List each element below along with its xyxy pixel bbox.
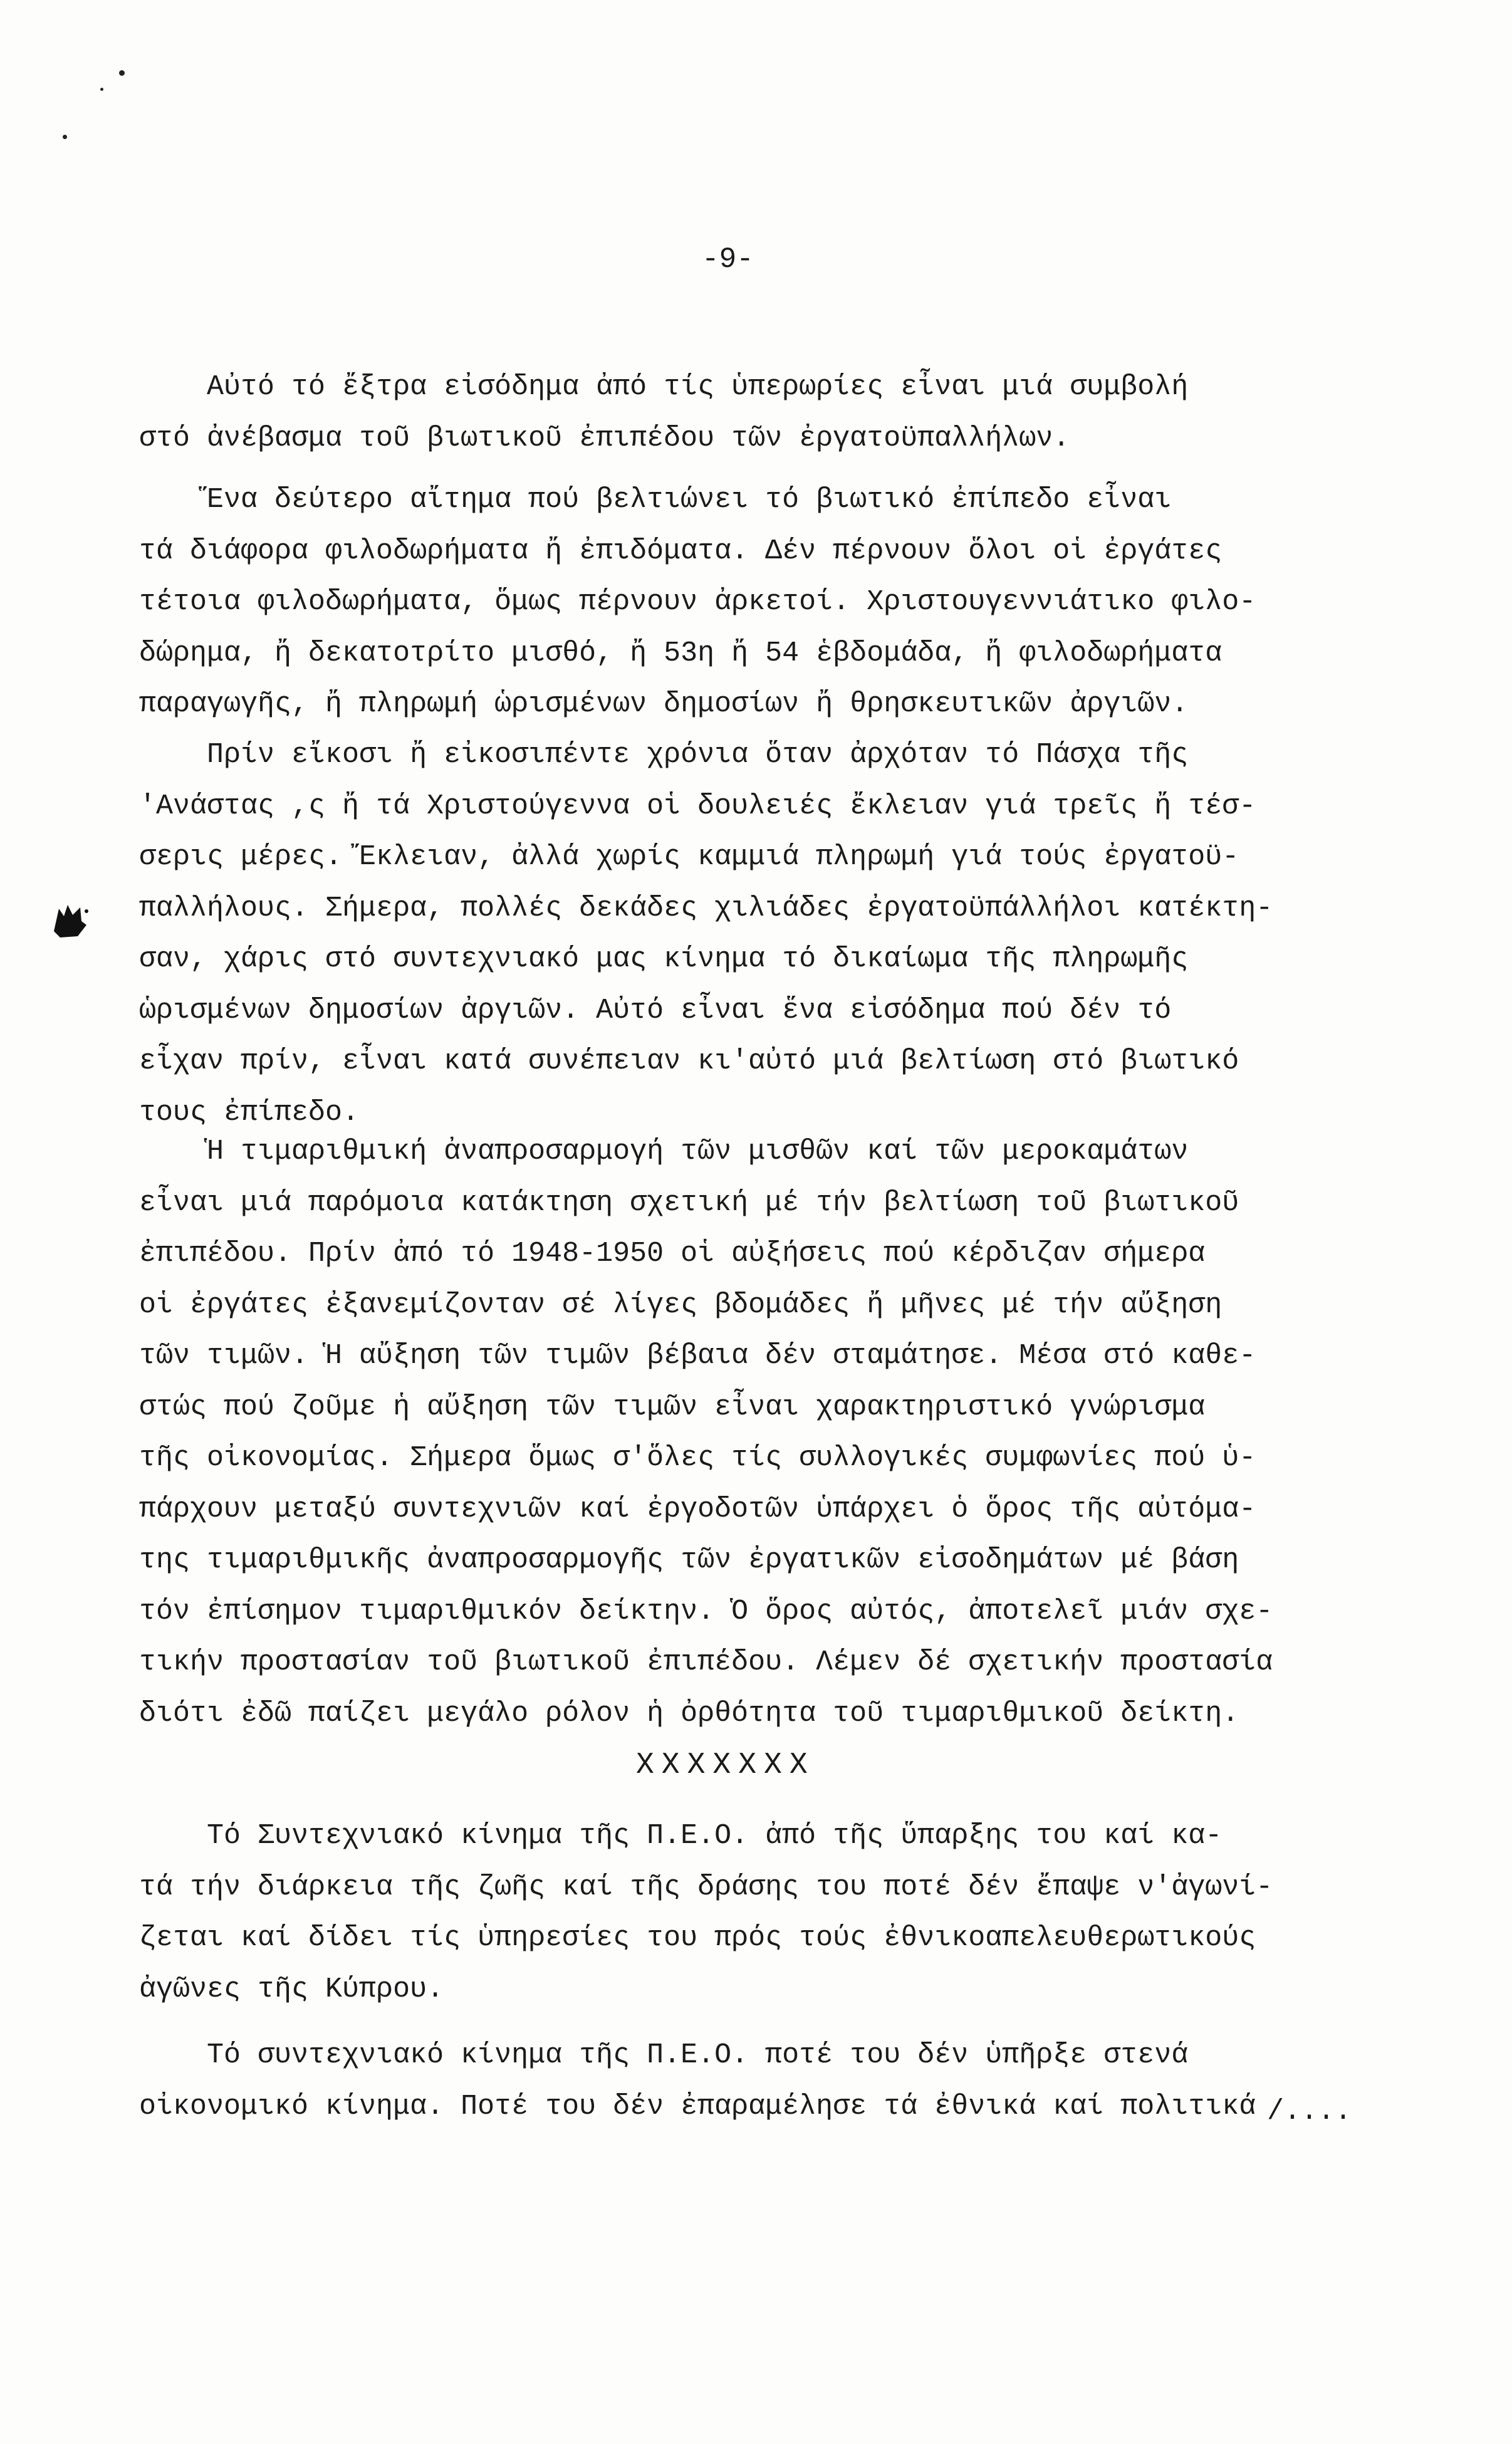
text-line: τῆς οἰκονομίας. Σήμερα ὅμως σ'ὅλες τίς συλλογικές συμφωνίες πού ὑ-: [139, 1442, 1256, 1474]
text-line: στό ἀνέβασμα τοῦ βιωτικοῦ ἐπιπέδου τῶν ἐργατοϋπαλλήλων.: [139, 422, 1070, 454]
text-line: δώρημα, ἤ δεκατοτρίτο μισθό, ἤ 53η ἤ 54 ἑβδομάδα, ἤ φιλοδωρήματα: [139, 637, 1223, 669]
ink-blot: [50, 902, 89, 939]
text-line: τικήν προστασίαν τοῦ βιωτικοῦ ἐπιπέδου. Λέμεν δέ σχετικήν προστασία: [139, 1646, 1273, 1678]
text-line: παραγωγῆς, ἤ πληρωμή ὡρισμένων δημοσίων ἤ θρησκευτικῶν ἀργιῶν.: [139, 688, 1189, 720]
text-line: ἐπιπέδου. Πρίν ἀπό τό 1948-1950 οἱ αὐξήσεις πού κέρδιζαν σήμερα: [139, 1238, 1206, 1270]
scan-speck: [63, 135, 67, 139]
text-line: τά διάφορα φιλοδωρήματα ἤ ἐπιδόματα. Δέν πέρνουν ὅλοι οἱ ἐργάτες: [139, 535, 1223, 567]
text-line: σερις μέρες. Ἔκλειαν, ἀλλά χωρίς καμμιά πληρωμή γιά τούς ἐργατοϋ-: [139, 841, 1239, 873]
text-line: τέτοια φιλοδωρήματα, ὅμως πέρνουν ἀρκετοί. Χριστουγεννιάτικο φιλο-: [139, 586, 1256, 618]
text-line: οἰκονομικό κίνημα. Ποτέ του δέν ἐπαραμέλησε τά ἐθνικά καί πολιτικά: [139, 2090, 1256, 2123]
text-line: Πρίν εἴκοσι ἤ εἰκοσιπέντε χρόνια ὅταν ἀρχόταν τό Πάσχα τῆς: [139, 739, 1189, 771]
text-line: της τιμαριθμικῆς ἀναπροσαρμογῆς τῶν ἐργατικῶν εἰσοδημάτων μέ βάση: [139, 1544, 1239, 1576]
text-line: πάρχουν μεταξύ συντεχνιῶν καί ἐργοδοτῶν ὑπάρχει ὁ ὅρος τῆς αὐτόμα-: [139, 1493, 1256, 1525]
text-line: Τό Συντεχνιακό κίνημα τῆς Π.Ε.Ο. ἀπό τῆς ὕπαρξης του καί κα-: [139, 1820, 1223, 1852]
scan-speck: [119, 70, 125, 76]
text-line: διότι ἐδῶ παίζει μεγάλο ρόλον ἡ ὀρθότητα τοῦ τιμαριθμικοῦ δείκτη.: [139, 1697, 1239, 1730]
text-line: εἶχαν πρίν, εἶναι κατά συνέπειαν κι'αὐτό μιά βελτίωση στό βιωτικό: [139, 1045, 1239, 1077]
text-line: ἀγῶνες τῆς Κύπρου.: [139, 1973, 444, 2005]
text-line: ζεται καί δίδει τίς ὑπηρεσίες του πρός τούς ἐθνικοαπελευθερωτικούς: [139, 1922, 1256, 1954]
text-line: παλλήλους. Σήμερα, πολλές δεκάδες χιλιάδες ἐργατοϋπάλλήλοι κατέκτη-: [139, 892, 1273, 924]
text-line: Ἡ τιμαριθμική ἀναπροσαρμογή τῶν μισθῶν καί τῶν μεροκαμάτων: [139, 1136, 1189, 1167]
text-line: Αὐτό τό ἔξτρα εἰσόδημα ἀπό τίς ὑπερωρίες εἶναι μιά συμβολή: [139, 371, 1189, 403]
text-line: οἱ ἐργάτες ἐξανεμίζονταν σέ λίγες βδομάδες ἤ μῆνες μέ τήν αὔξηση: [139, 1288, 1223, 1321]
text-line: Τό συντεχνιακό κίνημα τῆς Π.Ε.Ο. ποτέ του δέν ὑπῆρξε στενά: [139, 2039, 1189, 2071]
text-line: τά τήν διάρκεια τῆς ζωῆς καί τῆς δράσης του ποτέ δέν ἔπαψε ν'ἀγωνί-: [139, 1871, 1273, 1903]
text-line: στώς πού ζοῦμε ἡ αὔξηση τῶν τιμῶν εἶναι χαρακτηριστικό γνώρισμα: [139, 1391, 1206, 1423]
page-number: -9-: [702, 243, 754, 276]
text-line: τόν ἐπίσημον τιμαριθμικόν δείκτην. Ὁ ὅρος αὐτός, ἀποτελεῖ μιάν σχε-: [139, 1595, 1273, 1627]
continuation-mark: /....: [1267, 2096, 1352, 2128]
text-line: 'Ανάστας ,ς ἤ τά Χριστούγεννα οἱ δουλειές ἔκλειαν γιά τρεῖς ἤ τέσ-: [139, 790, 1256, 822]
text-line: Ἕνα δεύτερο αἴτημα πού βελτιώνει τό βιωτικό ἐπίπεδο εἶναι: [139, 484, 1172, 516]
text-line: τῶν τιμῶν. Ἡ αὔξηση τῶν τιμῶν βέβαια δέν σταμάτησε. Μέσα στό καθε-: [139, 1340, 1256, 1372]
text-line: σαν, χάρις στό συντεχνιακό μας κίνημα τό δικαίωμα τῆς πληρωμῆς: [139, 943, 1189, 975]
text-line: εἶναι μιά παρόμοια κατάκτηση σχετική μέ τήν βελτίωση τοῦ βιωτικοῦ: [139, 1186, 1239, 1219]
text-line: ὡρισμένων δημοσίων ἀργιῶν. Αὐτό εἶναι ἕνα εἰσόδημα πού δέν τό: [139, 994, 1172, 1026]
scan-speck: [100, 88, 103, 91]
text-line: τους ἐπίπεδο.: [139, 1096, 360, 1129]
section-separator: XXXXXXX: [636, 1748, 815, 1782]
